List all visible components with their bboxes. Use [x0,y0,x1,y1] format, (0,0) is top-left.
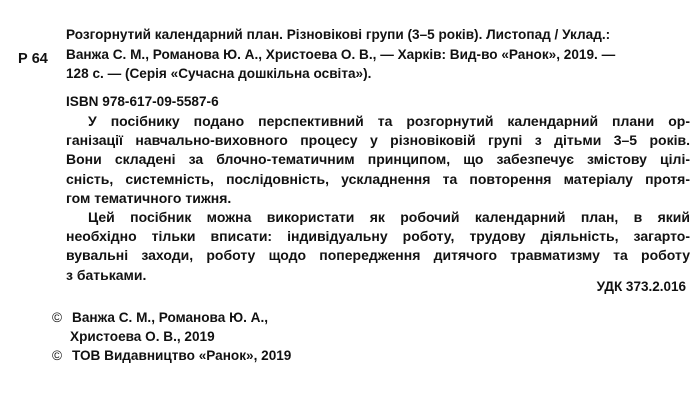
abstract-p1-line: У посібнику подано перспективний та розгорнутий календарний плани ор- [88,113,690,129]
biblio-line-2: Ванжа С. М., Романова Ю. А., Христоева О. В., — Харків: Вид-во «Ранок», 2019. — [66,46,616,62]
copyright-icon: © [52,348,63,363]
catalog-code: Р 64 [18,51,48,67]
copyright-authors [52,308,268,328]
bibliographic-description [66,25,690,84]
udk-code: УДК 373.2.016 [596,279,686,294]
abstract-p2-line: Цей посібник можна використати як робочий календарний план, в який [88,209,690,226]
biblio-line-3: 128 с. — (Серія «Сучасна дошкільна освіта»). [66,66,372,81]
biblio-line-1: Розгорнутий календарний план. Різновікові групи (3–5 років). Листопад / Уклад.: [66,27,611,42]
copyright-authors-line-2: Христоева О. В., 2019 [70,329,215,344]
copyright-icon: © [52,310,63,325]
abstract-p1-line: ганізації навчально-виховного процесу у різновіковій групі з дітьми 3–5 років. [66,132,690,149]
copyright-authors-line-1: Ванжа С. М., Романова Ю. А., [72,310,269,325]
abstract-p2-line: необхідно тільки вписати: індивідуальну роботу, трудову діяльність, загарто- [66,228,690,245]
abstract [66,112,690,285]
copyright-publisher [52,346,291,366]
copyright-publisher-text: ТОВ Видавництво «Ранок», 2019 [72,348,292,363]
abstract-p2-line: вувальні заходи, роботу щодо попередження дитячого травматизму та роботу [66,247,690,264]
abstract-p1-line: сність, системність, послідовність, ускладнення та повторення матеріалу протя- [66,170,690,187]
abstract-p1-line: гом тематичного тижня. [66,189,232,206]
abstract-p2-line: з батьками. [66,266,147,283]
isbn: ISBN 978-617-09-5587-6 [66,94,219,109]
abstract-p1-line: Вони складені за блочно-тематичним принципом, що забезпечує змістову цілі- [66,151,690,168]
